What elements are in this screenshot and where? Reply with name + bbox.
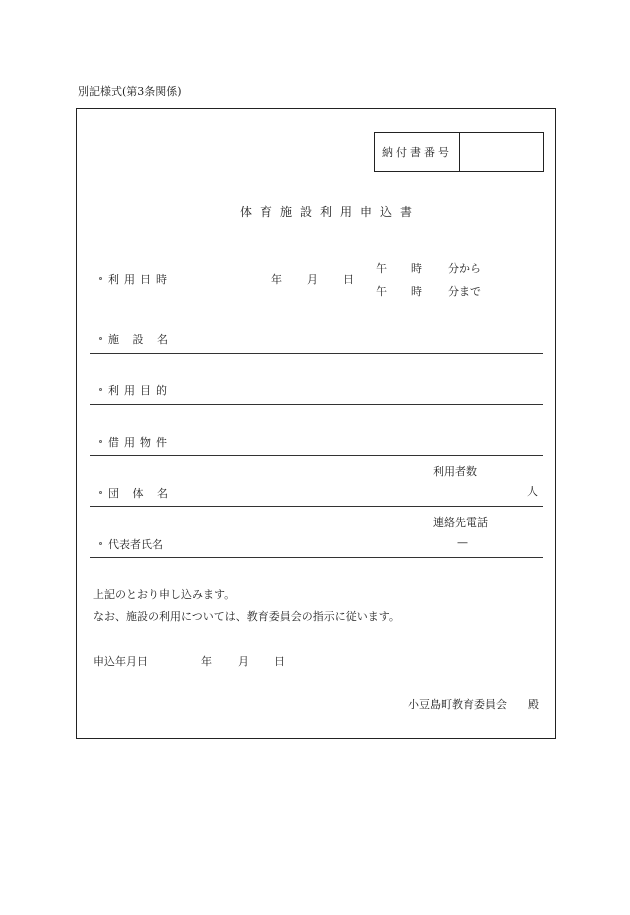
start-hour: 時 (411, 262, 422, 275)
form-frame (76, 108, 556, 739)
application-year: 年 (201, 655, 212, 668)
purpose-label: 利用目的 (108, 384, 172, 397)
contact-phone-label: 連絡先電話 (433, 516, 488, 529)
bullet-group-name (99, 491, 102, 494)
bullet-representative (99, 542, 102, 545)
bullet-purpose (99, 388, 102, 391)
receipt-divider (459, 133, 460, 171)
receipt-number-box (374, 132, 544, 172)
user-count-label: 利用者数 (433, 465, 477, 478)
representative-rule (90, 557, 543, 558)
representative-label: 代表者氏名 (108, 538, 163, 551)
usage-month: 月 (307, 273, 318, 286)
receipt-number-label: 納付書番号 (382, 146, 452, 159)
application-date-label: 申込年月日 (93, 655, 148, 668)
group-name-label: 団 体 名 (108, 487, 173, 500)
end-hour: 時 (411, 285, 422, 298)
application-day: 日 (274, 655, 285, 668)
bullet-facility-name (99, 337, 102, 340)
borrowed-items-label: 借用物件 (108, 436, 172, 449)
form-reference: 別記様式(第3条関係) (78, 85, 182, 98)
bullet-usage-datetime (99, 277, 102, 280)
borrowed-items-rule (90, 455, 543, 456)
recipient-name: 小豆島町教育委員会 (408, 698, 507, 711)
end-suffix: 分まで (448, 285, 481, 298)
declaration-line-2: なお、施設の利用については、教育委員会の指示に従います。 (93, 610, 400, 623)
facility-name-label: 施 設 名 (108, 333, 173, 346)
facility-name-rule (90, 353, 543, 354)
usage-year: 年 (271, 273, 282, 286)
start-period: 午 (376, 262, 387, 275)
form-title: 体育施設利用申込書 (240, 205, 421, 219)
contact-phone-separator: — (457, 536, 468, 549)
declaration-line-1: 上記のとおり申し込みます。 (93, 588, 236, 601)
purpose-rule (90, 404, 543, 405)
end-period: 午 (376, 285, 387, 298)
user-count-unit: 人 (527, 485, 538, 498)
start-suffix: 分から (448, 262, 481, 275)
bullet-borrowed-items (99, 440, 102, 443)
usage-day: 日 (343, 273, 354, 286)
application-month: 月 (238, 655, 249, 668)
group-name-rule (90, 506, 543, 507)
usage-datetime-label: 利用日時 (108, 273, 172, 286)
recipient-honorific: 殿 (528, 698, 539, 711)
